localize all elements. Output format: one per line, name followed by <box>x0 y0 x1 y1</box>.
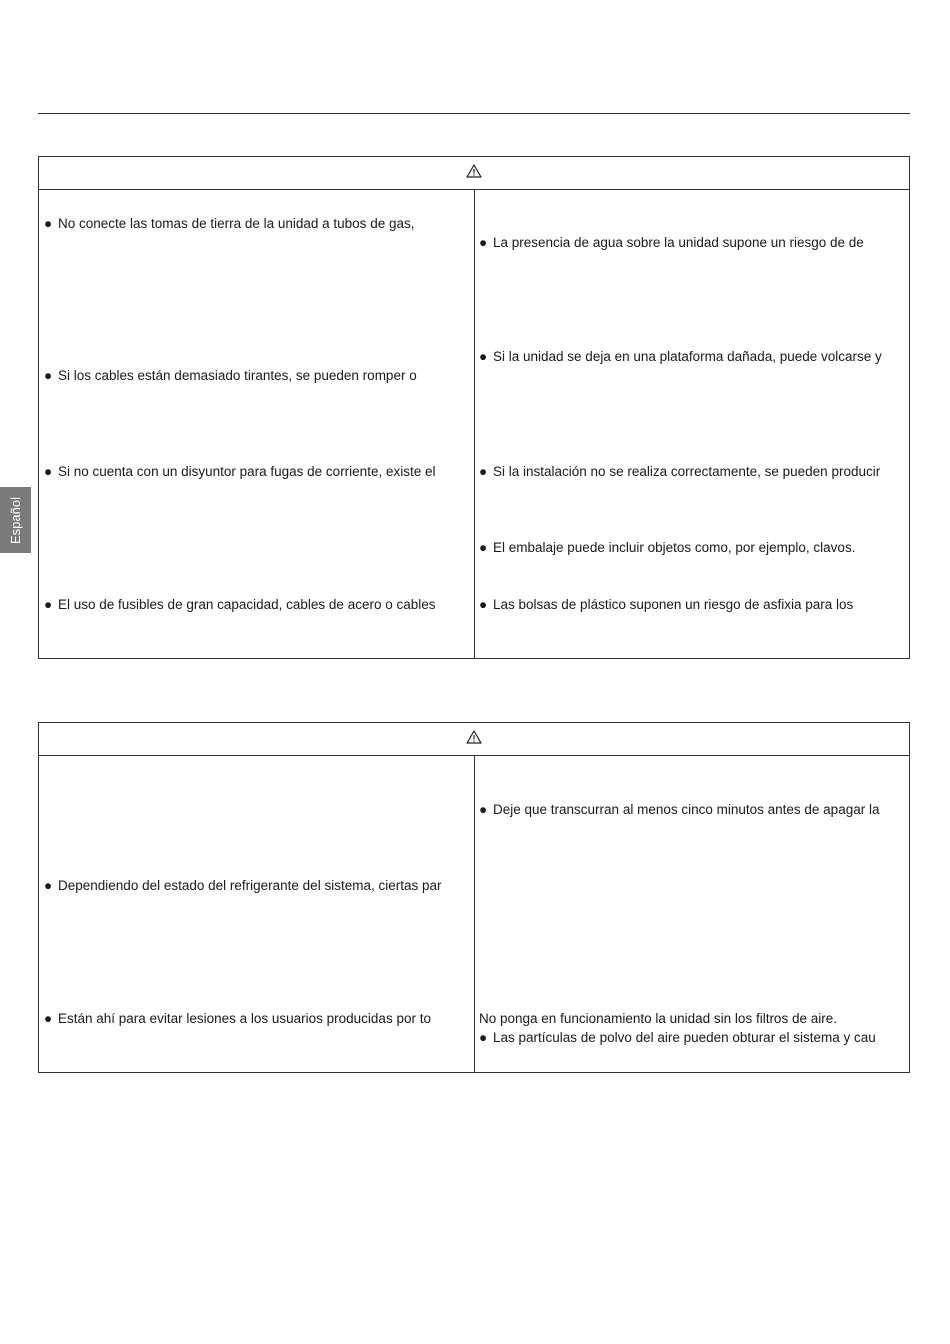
list-item <box>44 463 435 481</box>
list-item <box>44 1010 431 1028</box>
bullet: ● <box>44 368 53 383</box>
top-divider <box>38 113 910 114</box>
list-item <box>479 1029 876 1047</box>
list-item <box>44 877 441 895</box>
list-item-text: No conecte las tomas de tierra de la unidad a tubos de gas, <box>58 216 415 231</box>
list-item-text: Si la instalación no se realiza correctamente, se pueden producir <box>493 464 881 479</box>
language-tab <box>0 487 31 553</box>
list-item-text: Deje que transcurran al menos cinco minutos antes de apagar la <box>493 802 880 817</box>
warning-box-1 <box>38 156 910 659</box>
warning-box-1-body <box>39 190 909 658</box>
list-item <box>479 801 879 819</box>
bullet: ● <box>479 540 488 555</box>
list-item-text: La presencia de agua sobre la unidad supone un riesgo de de <box>493 235 864 250</box>
list-item <box>479 234 864 252</box>
list-item-text: Están ahí para evitar lesiones a los usuarios producidas por to <box>58 1011 431 1026</box>
bullet: ● <box>479 802 488 817</box>
column-divider <box>474 756 475 1072</box>
list-item <box>479 539 855 557</box>
warning-box-1-header <box>39 157 909 190</box>
bullet: ● <box>479 235 488 250</box>
list-item <box>44 215 414 233</box>
list-item-text: Dependiendo del estado del refrigerante del sistema, ciertas par <box>58 878 442 893</box>
bullet: ● <box>44 216 53 231</box>
list-item <box>479 463 880 481</box>
list-item <box>479 348 882 366</box>
language-tab-label: Español <box>8 496 24 544</box>
list-item-text: El uso de fusibles de gran capacidad, cables de acero o cables <box>58 597 436 612</box>
warning-box-2-body <box>39 756 909 1072</box>
bullet: ● <box>479 597 488 612</box>
bullet: ● <box>44 464 53 479</box>
list-item-text: El embalaje puede incluir objetos como, por ejemplo, clavos. <box>493 540 856 555</box>
bullet: ● <box>44 597 53 612</box>
list-item <box>479 596 853 614</box>
list-item <box>44 367 417 385</box>
warning-box-2 <box>38 722 910 1073</box>
instruction-text: No ponga en funcionamiento la unidad sin los filtros de aire. <box>479 1011 837 1026</box>
list-item-text: Si no cuenta con un disyuntor para fugas de corriente, existe el <box>58 464 436 479</box>
list-item-text: Las partículas de polvo del aire pueden obturar el sistema y cau <box>493 1030 876 1045</box>
warning-triangle-icon <box>466 164 482 183</box>
warning-box-2-header <box>39 723 909 756</box>
list-item <box>44 596 436 614</box>
bullet: ● <box>44 878 53 893</box>
list-item-text: Las bolsas de plástico suponen un riesgo de asfixia para los <box>493 597 854 612</box>
list-item-text: Si la unidad se deja en una plataforma dañada, puede volcarse y <box>493 349 882 364</box>
bullet: ● <box>479 1030 488 1045</box>
warning-triangle-icon <box>466 730 482 749</box>
column-divider <box>474 190 475 658</box>
bullet: ● <box>44 1011 53 1026</box>
bullet: ● <box>479 464 488 479</box>
bullet: ● <box>479 349 488 364</box>
list-item-text: Si los cables están demasiado tirantes, se pueden romper o <box>58 368 417 383</box>
